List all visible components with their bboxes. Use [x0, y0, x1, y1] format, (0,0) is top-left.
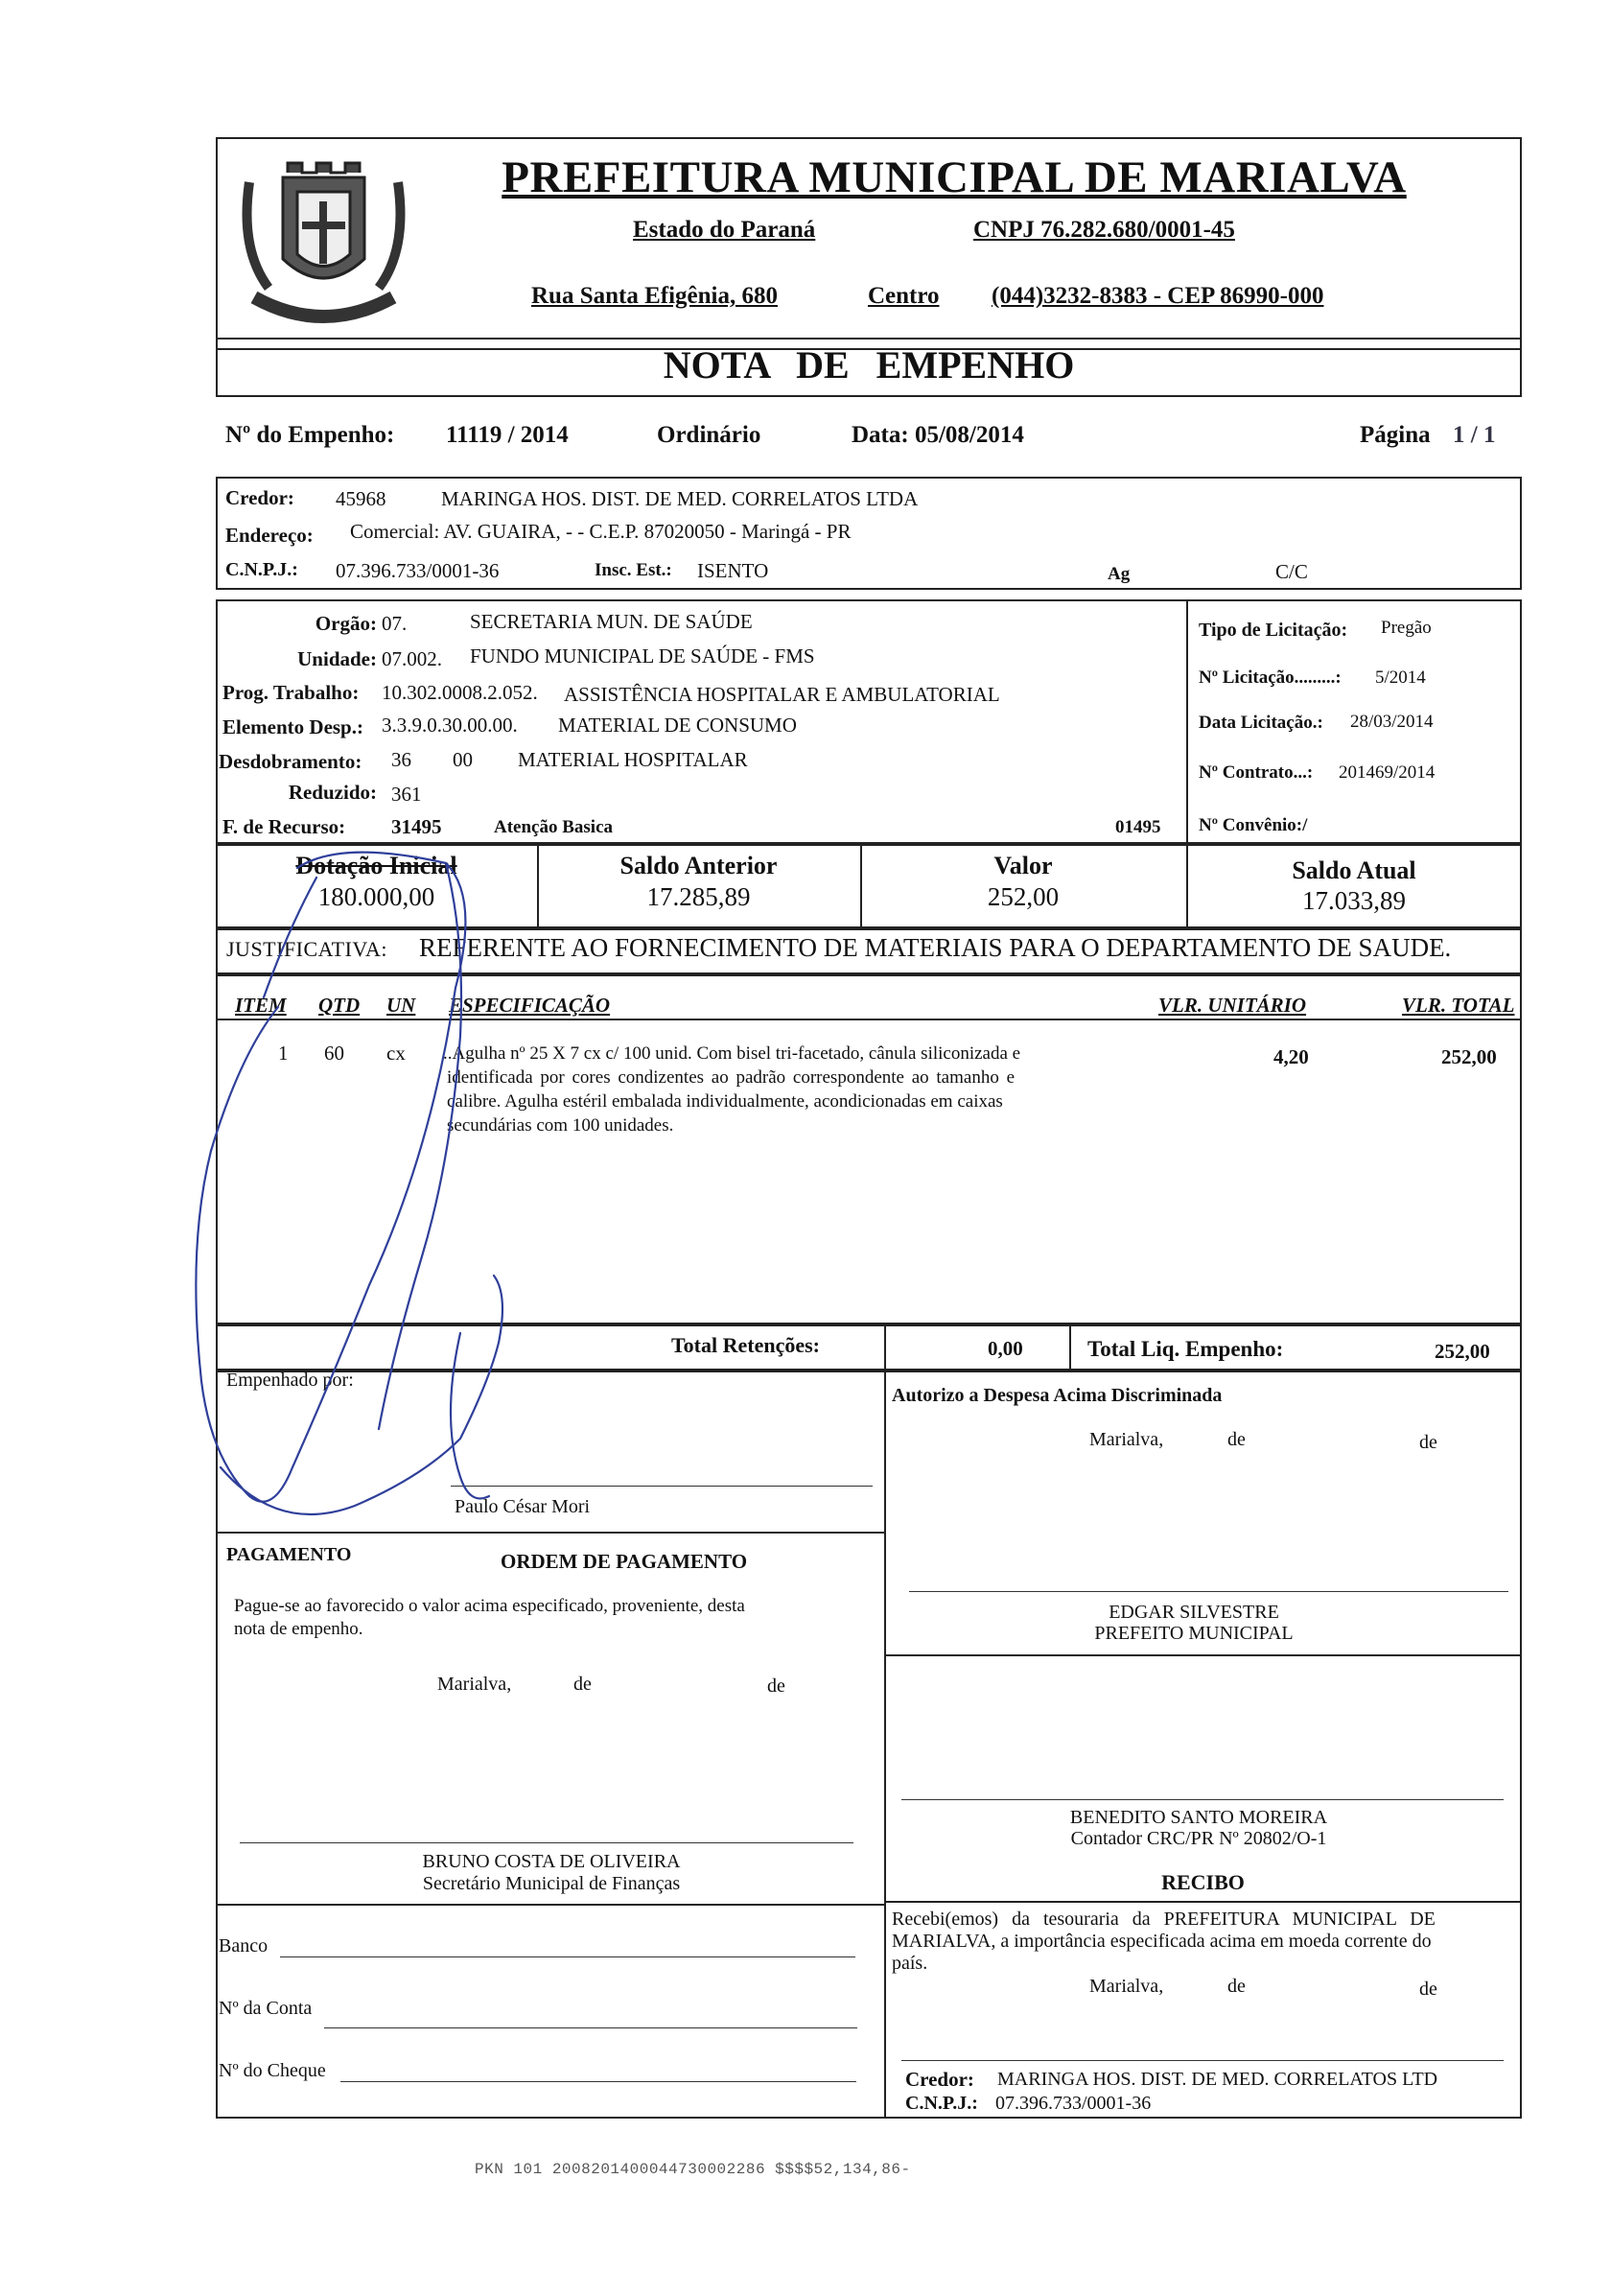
recibo-de-2: de	[1419, 1979, 1437, 2000]
orgao-name: SECRETARIA MUN. DE SAÚDE	[470, 610, 753, 633]
recibo-place: Marialva,	[1089, 1976, 1164, 1997]
recibo-cnpj-label: C.N.P.J.:	[905, 2093, 978, 2114]
justificativa-label: JUSTIFICATIVA:	[226, 937, 387, 961]
ordem-pagamento-title: ORDEM DE PAGAMENTO	[501, 1550, 748, 1573]
recibo-credor-label: Credor:	[905, 2068, 974, 2091]
liquido-label: Total Liq. Empenho:	[1087, 1337, 1284, 1361]
mayor-title: PREFEITO MUNICIPAL	[1094, 1623, 1294, 1644]
autorizo-de-1: de	[1227, 1429, 1246, 1450]
mayor-section-bottom	[884, 1654, 1522, 1656]
empenho-type: Ordinário	[657, 422, 761, 448]
contrato-label: Nº Contrato...:	[1199, 762, 1314, 783]
elemento-name: MATERIAL DE CONSUMO	[558, 714, 797, 737]
prog-code: 10.302.0008.2.052.	[382, 681, 538, 704]
mayor-signature-line	[909, 1591, 1508, 1592]
empenhado-name: Paulo César Mori	[455, 1496, 591, 1517]
recibo-credor-name: MARINGA HOS. DIST. DE MED. CORRELATOS LTD	[997, 2069, 1438, 2090]
pagamento-label: PAGAMENTO	[226, 1544, 352, 1565]
item-spec-line-3: calibre. Agulha estéril embalada individualmente, acondicionadas em caixas	[447, 1091, 1003, 1112]
recurso-code: 31495	[391, 815, 442, 838]
convenio-label: Nº Convênio:/	[1199, 815, 1308, 835]
desdobramento-code: 36	[391, 748, 411, 771]
elemento-label: Elemento Desp.:	[222, 715, 363, 738]
recibo-text-1: Recebi(emos) da tesouraria da PREFEITURA MUNICIPAL DE	[892, 1909, 1436, 1930]
cnpj-header: CNPJ 76.282.680/0001-45	[973, 217, 1235, 243]
secretary-signature-line	[240, 1842, 853, 1843]
licitacao-date: 28/03/2014	[1350, 712, 1434, 732]
orgao-label: Orgão:	[315, 612, 377, 635]
tipo-licitacao-label: Tipo de Licitação:	[1199, 620, 1348, 641]
empenho-date: Data: 05/08/2014	[852, 422, 1024, 448]
pagamento-place: Marialva,	[437, 1674, 512, 1695]
conta-label: Nº da Conta	[219, 1998, 313, 2019]
reduzido-label: Reduzido:	[288, 781, 377, 804]
autorizo-label: Autorizo a Despesa Acima Discriminada	[892, 1385, 1223, 1406]
col-item: ITEM	[235, 994, 287, 1017]
budget-divider	[1186, 599, 1188, 844]
desdobramento-sub: 00	[453, 748, 473, 771]
banco-label: Banco	[219, 1935, 268, 1956]
item-qty: 60	[324, 1042, 344, 1065]
valor-label: Valor	[993, 852, 1053, 879]
col-un: UN	[386, 994, 416, 1017]
credor-label: Credor:	[225, 486, 294, 509]
justificativa-text: REFERENTE AO FORNECIMENTO DE MATERIAIS PARA O DEPARTAMENTO DE SAUDE.	[419, 933, 1452, 962]
retencoes-label: Total Retenções:	[671, 1333, 820, 1357]
credor-cnpj: 07.396.733/0001-36	[336, 559, 500, 582]
licitacao-date-label: Data Licitação.:	[1199, 713, 1323, 733]
desdobramento-name: MATERIAL HOSPITALAR	[518, 748, 748, 771]
unidade-name: FUNDO MUNICIPAL DE SAÚDE - FMS	[470, 644, 815, 668]
recibo-text-2: MARIALVA, a importância especificada acima em moeda corrente do	[892, 1931, 1432, 1952]
pagamento-de-2: de	[767, 1675, 785, 1697]
item-unit-value: 4,20	[1273, 1045, 1309, 1068]
header-address: Rua Santa Efigênia, 680	[531, 283, 778, 309]
empenhado-label: Empenhado por:	[226, 1370, 354, 1391]
page-number: 1 / 1	[1453, 422, 1496, 448]
autorizo-place: Marialva,	[1089, 1429, 1164, 1450]
pagamento-text-1: Pague-se ao favorecido o valor acima especificado, proveniente, desta	[234, 1596, 745, 1616]
address-label: Endereço:	[225, 524, 314, 547]
tipo-licitacao-value: Pregão	[1381, 618, 1432, 638]
col-unit-value: VLR. UNITÁRIO	[1158, 994, 1307, 1017]
saldo-anterior-label: Saldo Anterior	[619, 852, 778, 879]
conta-line	[324, 2027, 857, 2028]
contador-signature-line	[901, 1799, 1504, 1800]
empenho-number-label: Nº do Empenho:	[225, 422, 395, 448]
recibo-cnpj: 07.396.733/0001-36	[995, 2093, 1152, 2114]
item-spec-line-2: identificada por cores condizentes ao padrão correspondente ao tamanho e	[447, 1067, 1015, 1088]
pagamento-section-bottom	[216, 1904, 884, 1906]
insc-value: ISENTO	[697, 559, 769, 582]
totals-divider-1	[884, 1324, 886, 1371]
recibo-de-1: de	[1227, 1976, 1246, 1997]
autorizo-de-2: de	[1419, 1432, 1437, 1453]
totals-divider-2	[1069, 1324, 1071, 1371]
col-especificacao: ESPECIFICAÇÃO	[449, 994, 611, 1017]
municipality-title: PREFEITURA MUNICIPAL DE MARIALVA	[502, 152, 1407, 202]
saldo-atual-value: 17.033,89	[1302, 886, 1406, 915]
recibo-text-3: país.	[892, 1953, 928, 1974]
ag-label: Ag	[1108, 564, 1131, 584]
handwritten-signature	[173, 844, 674, 1535]
desdobramento-label: Desdobramento:	[219, 750, 362, 773]
state-name: Estado do Paraná	[633, 217, 816, 243]
recurso-name: Atenção Basica	[494, 817, 614, 837]
coat-of-arms-logo	[230, 144, 417, 336]
credor-code: 45968	[336, 487, 386, 510]
secretary-name: BRUNO COSTA DE OLIVEIRA	[422, 1851, 681, 1872]
prog-label: Prog. Trabalho:	[222, 681, 360, 704]
col-total-value: VLR. TOTAL	[1402, 994, 1515, 1017]
dotacao-value: 180.000,00	[317, 882, 435, 911]
header-district: Centro	[868, 283, 940, 309]
footer-machine-code: PKN 101 2008201400044730002286 $$$$52,134,86-	[475, 2161, 911, 2178]
document-title: NOTA DE EMPENHO	[663, 343, 1075, 387]
retencoes-value: 0,00	[988, 1337, 1023, 1360]
recibo-signature-line	[901, 2060, 1504, 2061]
licitacao-number: 5/2014	[1375, 668, 1426, 688]
pagamento-text-2: nota de empenho.	[234, 1619, 363, 1639]
unidade-label: Unidade:	[297, 647, 377, 670]
item-total-value: 252,00	[1441, 1045, 1497, 1068]
contador-title: Contador CRC/PR Nº 20802/O-1	[1070, 1828, 1327, 1849]
col-qtd: QTD	[318, 994, 361, 1017]
contador-name: BENEDITO SANTO MOREIRA	[1069, 1807, 1328, 1828]
item-spec-line-4: secundárias com 100 unidades.	[447, 1115, 674, 1136]
orgao-code: 07.	[382, 612, 408, 635]
mayor-name: EDGAR SILVESTRE	[1109, 1602, 1279, 1623]
saldo-atual-label: Saldo Atual	[1292, 856, 1416, 884]
recibo-top-line	[884, 1901, 1522, 1903]
valor-value: 252,00	[987, 882, 1060, 911]
banco-line	[280, 1956, 855, 1957]
page-label: Página	[1360, 422, 1431, 448]
recibo-title: RECIBO	[1161, 1870, 1245, 1894]
secretary-title: Secretário Municipal de Finanças	[422, 1873, 681, 1894]
licitacao-number-label: Nº Licitação.........:	[1199, 668, 1342, 688]
cc-label: C/C	[1275, 560, 1308, 583]
item-number: 1	[278, 1042, 289, 1065]
recurso-extra: 01495	[1115, 817, 1161, 837]
liquido-value: 252,00	[1435, 1340, 1490, 1363]
credor-name: MARINGA HOS. DIST. DE MED. CORRELATOS LTDA	[441, 487, 919, 510]
lower-divider	[884, 1371, 886, 2119]
pagamento-de-1: de	[573, 1674, 592, 1695]
reduzido-value: 361	[391, 783, 422, 806]
insc-label: Insc. Est.:	[595, 560, 672, 580]
item-spec-line-1: ..Agulha nº 25 X 7 cx c/ 100 unid. Com bisel tri-facetado, cânula siliconizada e	[443, 1043, 1021, 1064]
cheque-label: Nº do Cheque	[219, 2060, 326, 2081]
prog-name: ASSISTÊNCIA HOSPITALAR E AMBULATORIAL	[564, 683, 1000, 706]
header-phone-cep: (044)3232-8383 - CEP 86990-000	[992, 283, 1324, 309]
unidade-code: 07.002.	[382, 647, 442, 670]
saldo-anterior-value: 17.285,89	[646, 882, 751, 911]
credor-address: Comercial: AV. GUAIRA, - - C.E.P. 87020050 - Maringá - PR	[350, 520, 852, 543]
cnpj-label: C.N.P.J.:	[225, 559, 298, 580]
dotacao-label: Dotação Inicial	[295, 852, 457, 879]
recurso-label: F. de Recurso:	[222, 815, 346, 838]
elemento-code: 3.3.9.0.30.00.00.	[382, 714, 518, 737]
cheque-line	[340, 2081, 856, 2082]
empenho-number: 11119 / 2014	[446, 422, 569, 448]
item-unit: cx	[386, 1042, 406, 1065]
contrato-number: 201469/2014	[1339, 762, 1436, 783]
